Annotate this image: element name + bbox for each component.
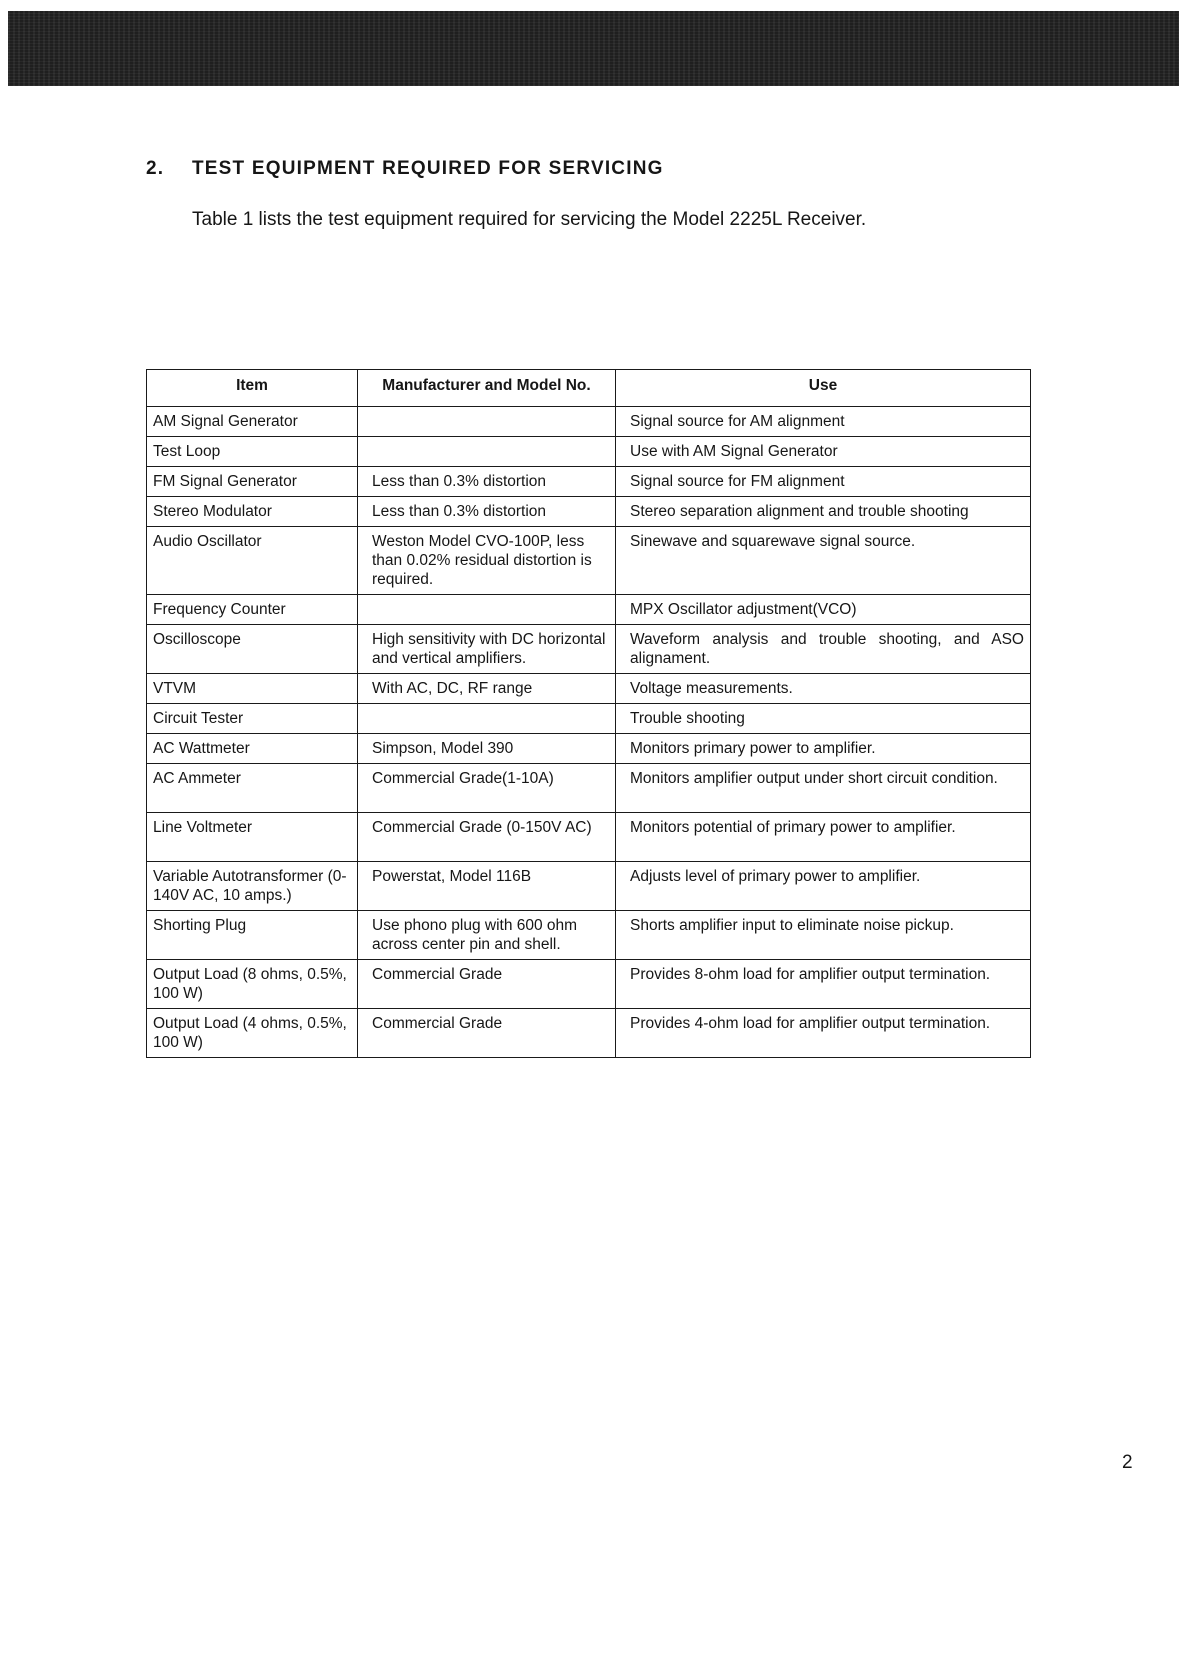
table-row [147, 595, 1031, 625]
cell-item: Variable Autotransformer (0-140V AC, 10 amps.) [147, 862, 358, 911]
cell-item: Output Load (4 ohms, 0.5%, 100 W) [147, 1009, 358, 1058]
cell-use: Monitors amplifier output under short circuit condition. [616, 764, 1031, 813]
cell-use: Stereo separation alignment and trouble shooting [616, 497, 1031, 527]
section-number: 2. [146, 158, 165, 179]
cell-maker [358, 595, 616, 625]
section-heading [146, 158, 664, 180]
cell-use: Waveform analysis and trouble shooting, and ASO alignament. [616, 625, 1031, 674]
table-row [147, 467, 1031, 497]
cell-item: Oscilloscope [147, 625, 358, 674]
header-use: Use [616, 370, 1031, 407]
page-number: 2 [1122, 1452, 1133, 1473]
cell-item: AC Wattmeter [147, 734, 358, 764]
cell-use: Adjusts level of primary power to amplifier. [616, 862, 1031, 911]
cell-maker: Less than 0.3% distortion [358, 467, 616, 497]
cell-maker [358, 704, 616, 734]
cell-maker: Less than 0.3% distortion [358, 497, 616, 527]
cell-use: Voltage measurements. [616, 674, 1031, 704]
table-row [147, 862, 1031, 911]
cell-maker: Weston Model CVO-100P, less than 0.02% residual distortion is required. [358, 527, 616, 595]
table-row [147, 764, 1031, 813]
cell-use: Monitors potential of primary power to amplifier. [616, 813, 1031, 862]
cell-use: Use with AM Signal Generator [616, 437, 1031, 467]
cell-item: Stereo Modulator [147, 497, 358, 527]
cell-use: Provides 4-ohm load for amplifier output termination. [616, 1009, 1031, 1058]
cell-use: Sinewave and squarewave signal source. [616, 527, 1031, 595]
cell-maker [358, 407, 616, 437]
cell-item: Test Loop [147, 437, 358, 467]
cell-item: AC Ammeter [147, 764, 358, 813]
table-row [147, 407, 1031, 437]
cell-maker: Simpson, Model 390 [358, 734, 616, 764]
table-row [147, 625, 1031, 674]
equipment-table [146, 369, 1031, 1058]
table-row [147, 813, 1031, 862]
cell-use: Monitors primary power to amplifier. [616, 734, 1031, 764]
intro-paragraph: Table 1 lists the test equipment required for servicing the Model 2225L Receiver. [192, 209, 867, 230]
header-maker: Manufacturer and Model No. [358, 370, 616, 407]
table-row [147, 437, 1031, 467]
cell-item: VTVM [147, 674, 358, 704]
table-row [147, 497, 1031, 527]
cell-maker: Commercial Grade [358, 1009, 616, 1058]
cell-use: Signal source for FM alignment [616, 467, 1031, 497]
cell-maker: With AC, DC, RF range [358, 674, 616, 704]
cell-maker: Commercial Grade (0-150V AC) [358, 813, 616, 862]
cell-maker: Commercial Grade [358, 960, 616, 1009]
cell-item: FM Signal Generator [147, 467, 358, 497]
cell-item: Frequency Counter [147, 595, 358, 625]
cell-use: Signal source for AM alignment [616, 407, 1031, 437]
table-row [147, 960, 1031, 1009]
cell-maker: High sensitivity with DC horizontal and vertical amplifiers. [358, 625, 616, 674]
cell-use: Provides 8-ohm load for amplifier output termination. [616, 960, 1031, 1009]
table-row [147, 1009, 1031, 1058]
table-row [147, 674, 1031, 704]
table-row [147, 527, 1031, 595]
table-row [147, 734, 1031, 764]
cell-use: Shorts amplifier input to eliminate noise pickup. [616, 911, 1031, 960]
header-item: Item [147, 370, 358, 407]
cell-item: Circuit Tester [147, 704, 358, 734]
cell-maker [358, 437, 616, 467]
cell-item: Shorting Plug [147, 911, 358, 960]
cell-maker: Powerstat, Model 116B [358, 862, 616, 911]
cell-maker: Commercial Grade(1-10A) [358, 764, 616, 813]
header-band [8, 11, 1179, 86]
cell-item: AM Signal Generator [147, 407, 358, 437]
cell-maker: Use phono plug with 600 ohm across center pin and shell. [358, 911, 616, 960]
section-title: TEST EQUIPMENT REQUIRED FOR SERVICING [192, 158, 664, 179]
table-header-row [147, 370, 1031, 407]
cell-item: Audio Oscillator [147, 527, 358, 595]
table-row [147, 911, 1031, 960]
cell-use: MPX Oscillator adjustment(VCO) [616, 595, 1031, 625]
cell-item: Line Voltmeter [147, 813, 358, 862]
table-row [147, 704, 1031, 734]
cell-item: Output Load (8 ohms, 0.5%, 100 W) [147, 960, 358, 1009]
cell-use: Trouble shooting [616, 704, 1031, 734]
